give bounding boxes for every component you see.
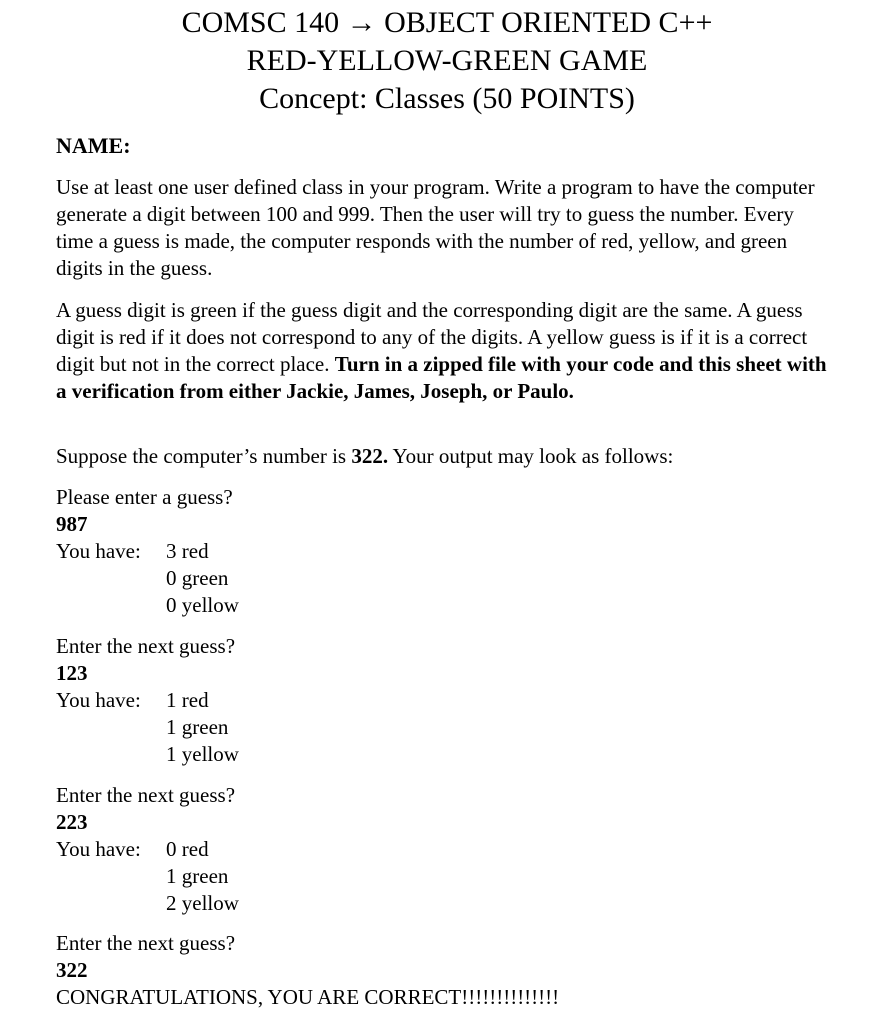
instructions-paragraph: Use at least one user defined class in your program. Write a program to have the computer generate a digit between 100 and 999. Then the user will try to guess the number. Every time a guess is made, the computer responds with the number of red, yellow, and green digits in the guess. <box>56 175 815 280</box>
course-title: COMSC 140 → OBJECT ORIENTED C++ <box>181 6 713 39</box>
sample-round-4 <box>56 930 676 1011</box>
you-have-label: You have: <box>56 688 141 712</box>
sample-round-1 <box>56 484 676 619</box>
guess-value: 123 <box>56 661 88 685</box>
submission-note: Turn in a zipped file with your code and this sheet with a verification from either Jackie, James, Joseph, or Paulo. <box>56 352 827 403</box>
sample-round-2 <box>56 633 676 768</box>
red-count: 3 red <box>166 539 209 563</box>
title-block <box>0 4 894 118</box>
red-count: 1 red <box>166 688 209 712</box>
guess-prompt: Enter the next guess? <box>56 634 236 658</box>
red-count: 0 red <box>166 837 209 861</box>
guess-value: 987 <box>56 512 88 536</box>
yellow-count: 1 yellow <box>166 742 239 766</box>
example-intro-after: Your output may look as follows: <box>388 444 674 468</box>
green-count: 1 green <box>166 864 229 888</box>
example-intro <box>56 443 836 470</box>
sample-round-3 <box>56 782 676 917</box>
yellow-count: 2 yellow <box>166 891 239 915</box>
guess-prompt: Enter the next guess? <box>56 783 236 807</box>
result-red-line <box>56 836 676 863</box>
name-label: NAME: <box>56 133 131 158</box>
congratulations-message: CONGRATULATIONS, YOU ARE CORRECT!!!!!!!!!!!!!! <box>56 985 560 1009</box>
game-title: RED-YELLOW-GREEN GAME <box>246 44 648 77</box>
concept-title: Concept: Classes (50 POINTS) <box>259 82 635 115</box>
green-count: 1 green <box>166 715 229 739</box>
rules-paragraph <box>56 297 836 405</box>
example-number: 322. <box>351 444 389 468</box>
guess-prompt: Please enter a guess? <box>56 485 233 509</box>
guess-prompt: Enter the next guess? <box>56 931 236 955</box>
result-red-line <box>56 687 676 714</box>
you-have-label: You have: <box>56 837 141 861</box>
result-red-line <box>56 538 676 565</box>
yellow-count: 0 yellow <box>166 593 239 617</box>
example-intro-before: Suppose the computer’s number is <box>56 444 352 468</box>
you-have-label: You have: <box>56 539 141 563</box>
green-count: 0 green <box>166 566 229 590</box>
guess-value: 223 <box>56 810 88 834</box>
rules-text: A guess digit is green if the guess digit and the corresponding digit are the same. A guess digit is red if it does not correspond to any of the digits. A yellow guess is if it is a correct digit but not in the correct place. <box>56 298 808 376</box>
guess-value: 322 <box>56 958 88 982</box>
